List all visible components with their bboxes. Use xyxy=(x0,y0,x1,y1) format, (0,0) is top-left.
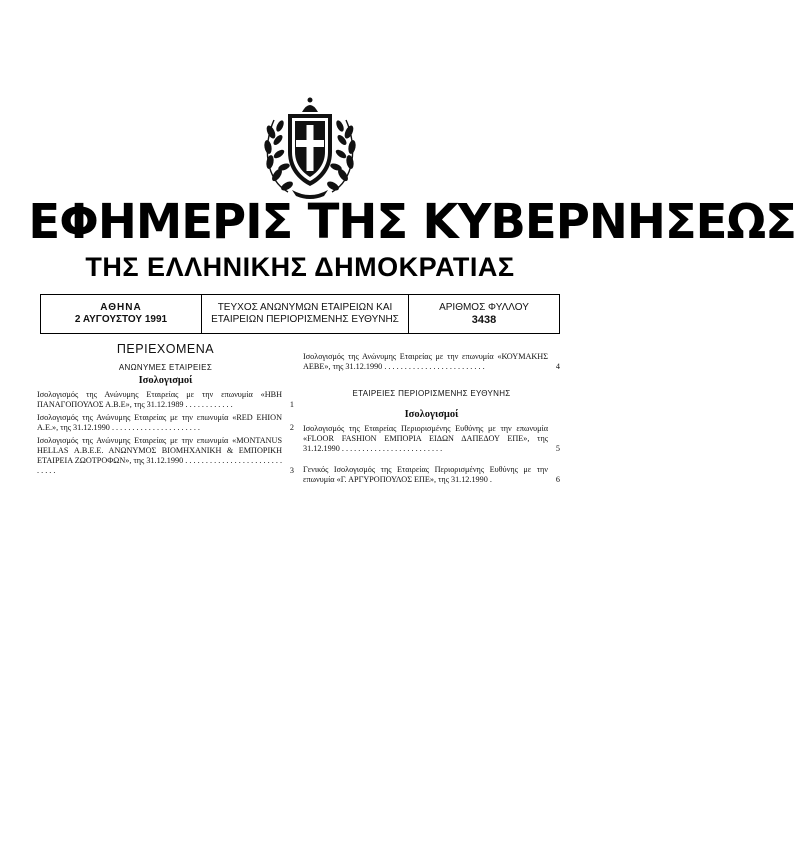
contents-right-column xyxy=(303,352,560,488)
subsection-balance-sheets-ltd: Ισολογισμοί xyxy=(404,409,459,420)
contents-entry xyxy=(37,390,294,410)
sheet-number-cell xyxy=(409,295,559,333)
issue-location-date xyxy=(41,295,202,333)
entry-page: 3 xyxy=(289,466,294,475)
entry-page: 2 xyxy=(289,423,294,432)
entry-text: Ισολογισμός της Ανώνυμης Εταιρείας με την επωνυμία «ΗΒΗ ΠΑΝΑΓΟΠΟΥΛΟΣ Α.Β.Ε», της 31.12.1989 . . . . . . . . . . . . xyxy=(37,390,282,409)
issue-type-line2: ΕΤΑΙΡΕΙΩΝ ΠΕΡΙΟΡΙΣΜΕΝΗΣ ΕΥΘΥΝΗΣ xyxy=(211,314,399,325)
newspaper-title: ΕΦΗΜΕΡΙΣ ΤΗΣ ΚΥΒΕΡΝΗΣΕΩΣ xyxy=(28,194,796,250)
section-title-sa: ΑΝΩΝΥΜΕΣ ΕΤΑΙΡΕΙΕΣ xyxy=(118,363,213,372)
contents-entry xyxy=(303,352,560,372)
issue-type xyxy=(202,295,409,333)
entry-text: Ισολογισμός της Ανώνυμης Εταιρείας με την επωνυμία «RED EHION Α.Ε.», της 31.12.1990 . . . . . . . . . . . . . . . . . . . . . . xyxy=(37,413,282,432)
entry-text: Ισολογισμός της Εταιρείας Περιορισμένης Ευθύνης με την επωνυμία «FLOOR FASHION ΕΜΠΟΡΙΑ ΕΙΔΩΝ ΔΑΠΕΔΟΥ ΕΠΕ», της 31.12.1990 . . . . . . . . . . . . . . . . . . . . . . . . . xyxy=(303,424,548,453)
issue-date: 2 ΑΥΓΟΥΣΤΟΥ 1991 xyxy=(74,314,168,325)
contents-title: ΠΕΡΙΕΧΟΜΕΝΑ xyxy=(116,342,215,356)
sheet-number: 3438 xyxy=(471,314,497,326)
coat-of-arms-emblem xyxy=(258,92,362,200)
entry-page: 5 xyxy=(555,444,560,453)
contents-entry xyxy=(303,465,560,485)
contents-entry xyxy=(37,436,294,476)
entry-text: Ισολογισμός της Ανώνυμης Εταιρείας με την επωνυμία «MONTANUS HELLAS Α.Β.Ε.Ε. ΑΝΩΝΥΜΟΣ ΒΙΟΜΗΧΑΝΙΚΗ & ΕΜΠΟΡΙΚΗ ΕΤΑΙΡΕΙΑ ΖΩΟΤΡΟΦΩΝ», της 31.12.1990 . . . . . . . . . . . . . . . . . . . . . . . . . . . . . xyxy=(37,436,282,475)
contents-entry xyxy=(37,413,294,433)
contents-entry xyxy=(303,424,560,454)
entry-page: 1 xyxy=(289,400,294,409)
sheet-number-label: ΑΡΙΘΜΟΣ ΦΥΛΛΟΥ xyxy=(439,302,529,313)
newspaper-subtitle: ΤΗΣ ΕΛΛΗΝΙΚΗΣ ΔΗΜΟΚΡΑΤΙΑΣ xyxy=(85,252,515,282)
subsection-balance-sheets: Ισολογισμοί xyxy=(138,375,193,386)
section-title-ltd: ΕΤΑΙΡΕΙΕΣ ΠΕΡΙΟΡΙΣΜΕΝΗΣ ΕΥΘΥΝΗΣ xyxy=(352,389,511,398)
entry-page: 6 xyxy=(555,475,560,484)
entry-text: Ισολογισμός της Ανώνυμης Εταιρείας με την επωνυμία «ΚΟΥΜΑΚΗΣ ΑΕΒΕ», της 31.12.1990 . . . . . . . . . . . . . . . . . . . . . . . . . xyxy=(303,352,548,371)
issue-info-box xyxy=(40,294,560,334)
issue-type-line1: ΤΕΥΧΟΣ ΑΝΩΝΥΜΩΝ ΕΤΑΙΡΕΙΩΝ ΚΑΙ xyxy=(217,302,393,313)
entry-text: Γενικός Ισολογισμός της Εταιρείας Περιορισμένης Ευθύνης με την επωνυμία «Γ. ΑΡΓΥΡΟΠΟΥΛΟΣ ΕΠΕ», της 31.12.1990 . xyxy=(303,465,548,484)
entry-page: 4 xyxy=(555,362,560,371)
contents-left-column xyxy=(37,344,294,479)
issue-city: ΑΘΗΝΑ xyxy=(100,302,142,313)
